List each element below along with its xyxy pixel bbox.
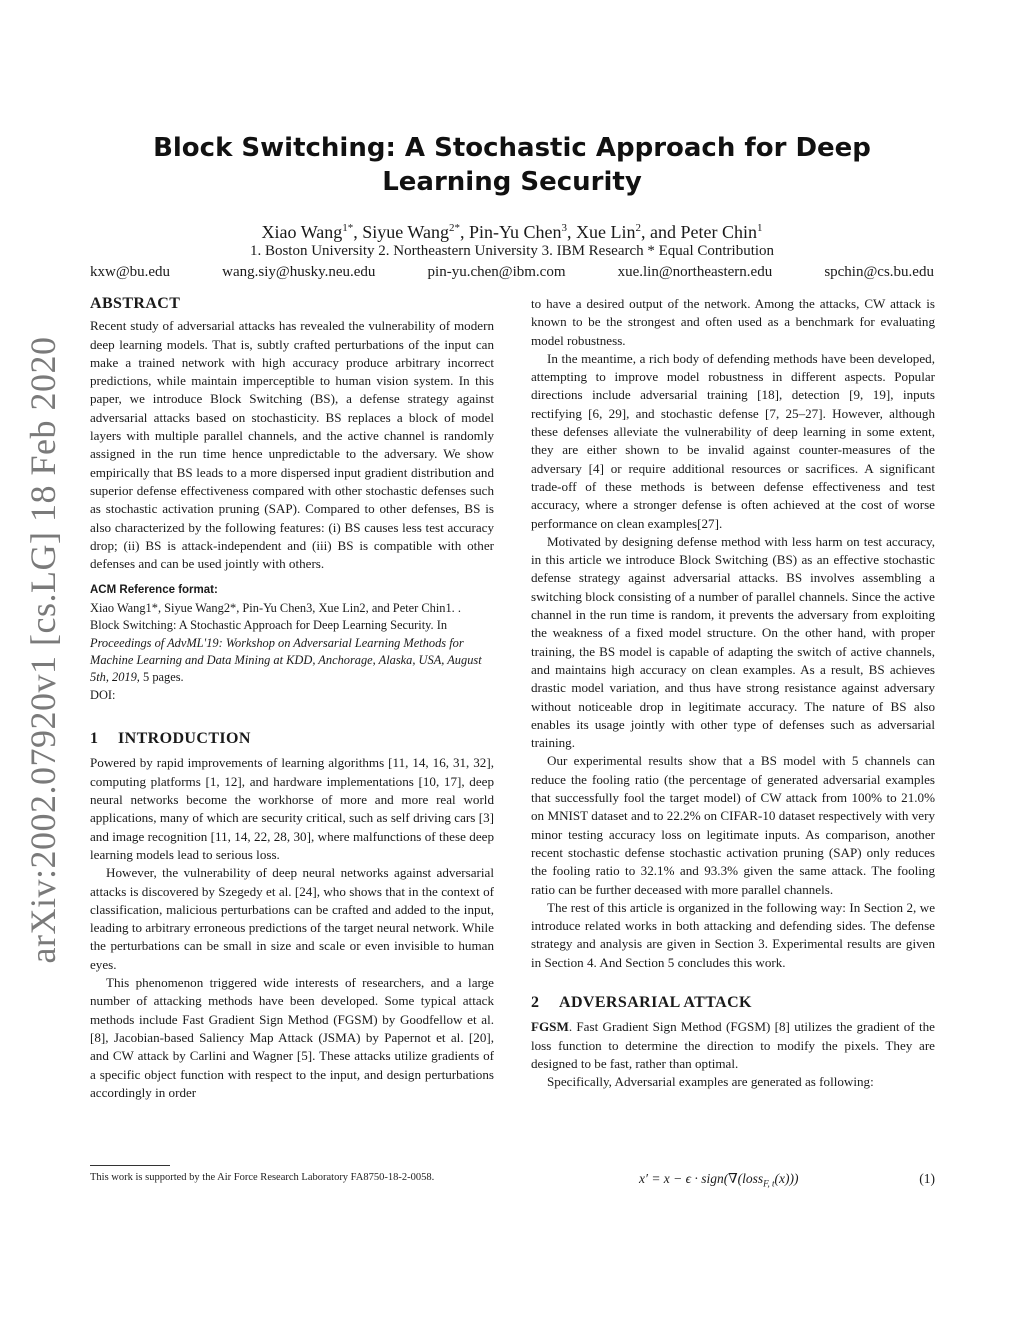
arxiv-identifier: arXiv:2002.07920v1 [cs.LG] 18 Feb 2020 xyxy=(23,336,63,964)
left-column xyxy=(90,295,494,1102)
acm-reference-heading: ACM Reference format: xyxy=(90,584,218,597)
equation-subscript: F, t xyxy=(763,1178,775,1189)
equation-body: x′ = x − ϵ · sign(∇(loss xyxy=(639,1171,764,1186)
section-number: 2 xyxy=(531,993,540,1011)
body-paragraph: The rest of this article is organized in the following way: In Section 2, we introduce related works in both attacking and defending sides. The defense strategy and analysis are given in Section 3. Experimental results are given in Section 4. And Section 5 concludes this work. xyxy=(531,899,935,970)
right-column xyxy=(531,295,935,1091)
equation-expression xyxy=(639,1170,798,1193)
author: and Peter Chin xyxy=(649,222,757,242)
abstract-text: Recent study of adversarial attacks has revealed the vulnerability of modern deep learning models. That is, subtly crafted perturbations of the input can make a trained network with high accuracy produce arbitrary incorrect predictions, while maintain imperceptible to human vision system. In this paper, we introduce Block Switching (BS), a defense strategy against adversarial attacks based on stochasticity. BS replaces a block of model layers with multiple parallel channels, and the active channel is randomly assigned in the run time hence unpredictable to the adversary. We show empirically that BS leads to a more dispersed input gradient distribution and superior defense effectiveness compared with other stochastic defenses such as stochastic activation pruning (SAP). Compared to other defenses, BS is also characterized by the following features: (i) BS causes less test accuracy drop; (ii) BS is attack-independent and (iii) BS is compatible with other defenses and can be used jointly with others. xyxy=(90,318,494,572)
body-paragraph: Motivated by designing defense method with less harm on test accuracy, in this article we introduce Block Switching (BS) as an effective stochastic defense strategy against adversarial attacks. BS involves assembling a switching block consisting of a number of parallel channels. Since the active channel in the run time is random, it prevents the adversary from exploiting the weakness of a fixed model structure. On the other hand, with proper training, the BS model is capable of adapting the switch of active channels, and maintains high accuracy on clean examples. As a result, BS achieves drastic model variation, and thus have strong resistance against adversary without noticeable drop in legitimate accuracy. The nature of BS also enables its usage jointly with other type of defenses such as adversarial training. xyxy=(531,533,935,751)
author-affiliation-mark: 1* xyxy=(342,222,354,234)
section-number: 1 xyxy=(90,730,99,748)
author-affiliation-mark: 2 xyxy=(635,222,641,234)
author-list: Xiao Wang$^{1*}$, Siyue Wang$^{2*}$, Pin-Yu Chen$^3$, Xue Lin$^2$, and Peter Chin$^1$ xyxy=(261,222,763,242)
equation-tail: (x))) xyxy=(774,1171,799,1186)
footnote-rule xyxy=(90,1165,170,1166)
body-paragraph: Our experimental results show that a BS model with 5 channels can reduce the fooling ratio (the percentage of generated adversarial examples that successfully fool the target model) of CW attack from 100% to 21.0% on MNIST dataset and to 22.2% on CIFAR-10 dataset respectively with very minor testing accuracy loss on legitimate inputs. As comparison, another recent stochastic defense stochastic activation pruning (SAP) only reduces the fooling ratio to 32.1% and 93.3% given the same attack. The fooling ratio can be further deceased with more parallel channels. xyxy=(531,753,935,897)
fgsm-text: . Fast Gradient Sign Method (FGSM) [8] utilizes the gradient of the loss function to determine the direction to modify the pixels. They are designed to be fast, rather than optimal. xyxy=(531,1019,935,1071)
body-paragraph: In the meantime, a rich body of defending methods have been developed, attempting to improve model robustness in different aspects. Popular directions include adversarial training [18], detection [9, 19], inputs rectifying [6, 29], and stochastic defense [7, 25–27]. However, although these defenses alleviate the vulnerability of deep learning in some extent, they are either shown to be invalid against counter-measures of the adversary [4] or require additional resources or sacrifices. A significant trade-off of these methods is between defense effectiveness and test accuracy, where a stronger defense is often achieved at the cost of worse performance on clean examples[27]. xyxy=(531,350,935,531)
author: Siyue Wang xyxy=(362,222,449,242)
acm-authors: Xiao Wang1*, Siyue Wang2*, Pin-Yu Chen3, Xue Lin2, and Peter Chin1. . xyxy=(90,600,461,615)
author-affiliation-mark: 2* xyxy=(448,222,460,234)
author-affiliation-mark: 1 xyxy=(756,222,763,234)
author: Pin-Yu Chen xyxy=(468,222,562,242)
intro-paragraph: Powered by rapid improvements of learning algorithms [11, 14, 16, 31, 32], computing platforms [1, 12], and hardware implementations [10, 17], deep neural networks become the workhorse of more and more real world applications, many of which are security critical, such as self driving cars [3] and image recognition [11, 14, 22, 28, 30], where malfunctions of these deep learning models lead to serious loss. xyxy=(90,755,494,862)
email: pin-yu.chen@ibm.com xyxy=(427,264,566,280)
section2-heading xyxy=(531,994,935,1012)
acm-reference xyxy=(90,600,494,704)
intro-paragraph: However, the vulnerability of deep neural networks against adversarial attacks is discovered by Szegedy et al. [24], who shows that in the context of classification, malicious perturbations can be crafted and added to the input, leading to arbitrary erroneous predictions of the target neural network. While the perturbations can be small in size and scale or even invisible to human eyes. xyxy=(90,865,494,972)
email: xue.lin@northeastern.edu xyxy=(617,264,773,280)
email: spchin@cs.bu.edu xyxy=(824,264,934,280)
email: kxw@bu.edu xyxy=(90,264,171,280)
acm-proceedings: Proceedings of AdvML'19: Workshop on Adversarial Learning Methods for Machine Learning and Data Mining at KDD, Anchorage, Alaska, USA, August 5th, 2019, xyxy=(90,635,482,685)
acm-doi: DOI: xyxy=(90,687,116,702)
paper-title: Block Switching: A Stochastic Approach for Deep Learning Security xyxy=(153,133,871,197)
equation-number: (1) xyxy=(919,1171,935,1186)
abstract-heading: ABSTRACT xyxy=(90,295,181,312)
section-title: INTRODUCTION xyxy=(118,730,251,748)
acm-pages: 5 pages. xyxy=(139,670,184,685)
fgsm-paragraph xyxy=(531,1018,935,1073)
intro-heading xyxy=(90,730,494,748)
author-affiliation-mark: 3 xyxy=(561,222,567,234)
email: wang.siy@husky.neu.edu xyxy=(222,264,376,280)
author-emails xyxy=(90,263,934,281)
equation-intro: Specifically, Adversarial examples are generated as following: xyxy=(547,1074,874,1090)
author: Xue Lin xyxy=(575,222,636,242)
affiliations: 1. Boston University 2. Northeastern University 3. IBM Research * Equal Contribution xyxy=(249,243,775,259)
funding-footnote: This work is supported by the Air Force Research Laboratory FA8750-18-2-0058. xyxy=(90,1172,435,1183)
acm-citation: Block Switching: A Stochastic Approach for Deep Learning Security. In xyxy=(90,618,448,633)
body-paragraph: to have a desired output of the network. Among the attacks, CW attack is known to be the strongest and often used as a benchmark for evaluating model robustness. xyxy=(531,296,935,348)
intro-paragraph: This phenomenon triggered wide interests of researchers, and a large number of attacking methods have been developed. Some typical attack methods include Fast Gradient Sign Method (FGSM) by Goodfellow et al. [8], Jacobian-based Saliency Map Attack (JSMA) by Papernot et al. [20], and CW attack by Carlini and Wagner [5]. These attacks utilize gradients of a specific object function with respect to the input, and design perturbations accordingly in order xyxy=(90,975,494,1100)
author: Xiao Wang xyxy=(261,222,343,242)
section-title: ADVERSARIAL ATTACK xyxy=(559,993,752,1011)
fgsm-lead: FGSM xyxy=(531,1019,569,1035)
